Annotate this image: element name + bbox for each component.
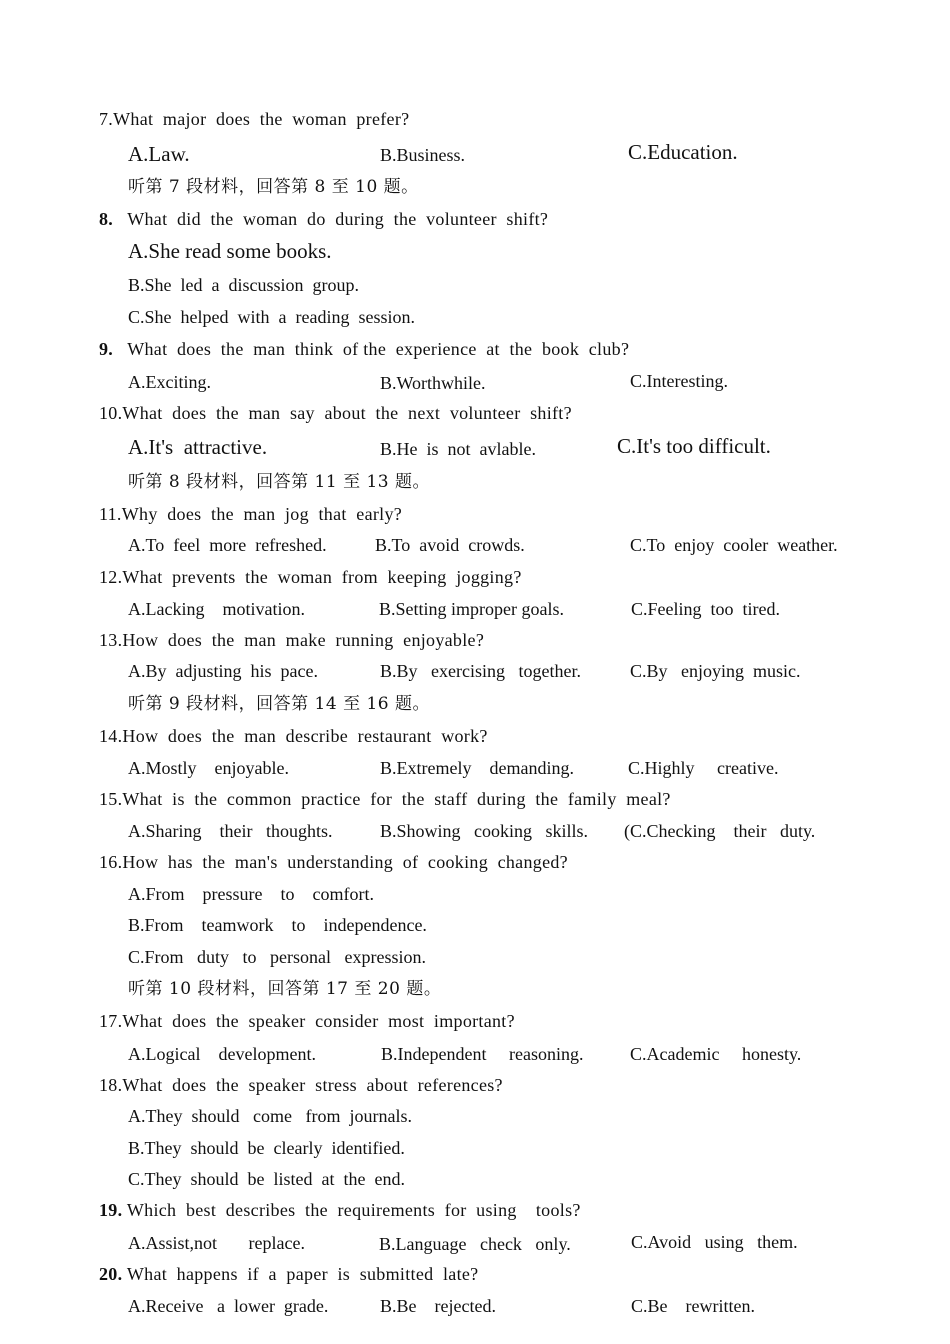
- question-13: 13.How does the man make running enjoyable?: [99, 630, 485, 650]
- question-11: 11.Why does the man jog that early?: [99, 504, 403, 524]
- q9-option-c: C.Interesting.: [630, 371, 728, 391]
- q7-option-c: C.Education.: [628, 140, 738, 164]
- q7-option-a: A.Law.: [128, 142, 190, 166]
- q15-option-b: B.Showing cooking skills.: [380, 821, 589, 841]
- question-15: 15.What is the common practice for the staff during the family meal?: [99, 789, 671, 809]
- q7-option-b: B.Business.: [380, 145, 466, 165]
- q10-option-c: C.It's too difficult.: [617, 434, 771, 458]
- section-heading-9: 听第 9 段材料，回答第 14 至 16 题。: [128, 694, 431, 714]
- q20-option-c: C.Be rewritten.: [631, 1296, 755, 1316]
- q16-option-a: A.From pressure to comfort.: [128, 884, 374, 904]
- q12-option-a: A.Lacking motivation.: [128, 599, 305, 619]
- q14-option-b: B.Extremely demanding.: [380, 758, 574, 778]
- q14-option-a: A.Mostly enjoyable.: [128, 758, 289, 778]
- question-14: 14.How does the man describe restaurant work?: [99, 726, 488, 746]
- question-10: 10.What does the man say about the next volunteer shift?: [99, 403, 572, 423]
- q18-option-b: B.They should be clearly identified.: [128, 1138, 405, 1158]
- q18-option-a: A.They should come from journals.: [128, 1106, 412, 1126]
- q8-option-c: C.She helped with a reading session.: [128, 307, 415, 327]
- question-17: 17.What does the speaker consider most important?: [99, 1011, 515, 1031]
- q12-option-c: C.Feeling too tired.: [631, 599, 780, 619]
- question-12: 12.What prevents the woman from keeping jogging?: [99, 567, 522, 587]
- q19-option-a: A.Assist,not replace.: [128, 1233, 305, 1253]
- question-16: 16.How has the man's understanding of cooking changed?: [99, 852, 568, 872]
- q16-option-b: B.From teamwork to independence.: [128, 915, 427, 935]
- q10-option-b: B.He is not avlable.: [380, 439, 536, 459]
- q16-option-c: C.From duty to personal expression.: [128, 947, 426, 967]
- question-7: 7.What major does the woman prefer?: [99, 109, 410, 129]
- q10-option-a: A.It's attractive.: [128, 435, 268, 459]
- question-20: 20. What happens if a paper is submitted late?: [99, 1264, 479, 1284]
- q15-option-c: (C.Checking their duty.: [624, 821, 816, 841]
- question-18: 18.What does the speaker stress about references?: [99, 1075, 503, 1095]
- question-8: 8. What did the woman do during the volunteer shift?: [99, 209, 549, 229]
- q14-option-c: C.Highly creative.: [628, 758, 779, 778]
- q17-option-a: A.Logical development.: [128, 1044, 316, 1064]
- q13-option-b: B.By exercising together.: [380, 661, 581, 681]
- q11-option-c: C.To enjoy cooler weather.: [630, 535, 838, 555]
- q18-option-c: C.They should be listed at the end.: [128, 1169, 405, 1189]
- q19-option-c: C.Avoid using them.: [631, 1232, 798, 1252]
- q11-option-b: B.To avoid crowds.: [375, 535, 525, 555]
- q9-option-a: A.Exciting.: [128, 372, 211, 392]
- question-19: 19. Which best describes the requirements for using tools?: [99, 1200, 581, 1220]
- q15-option-a: A.Sharing their thoughts.: [128, 821, 333, 841]
- section-heading-8: 听第 8 段材料，回答第 11 至 13 题。: [128, 472, 431, 492]
- q20-option-a: A.Receive a lower grade.: [128, 1296, 329, 1316]
- q8-option-a: A.She read some books.: [128, 239, 332, 263]
- q11-option-a: A.To feel more refreshed.: [128, 535, 327, 555]
- q13-option-a: A.By adjusting his pace.: [128, 661, 318, 681]
- question-9: 9. What does the man think of the experience at the book club?: [99, 339, 630, 359]
- q20-option-b: B.Be rejected.: [380, 1296, 496, 1316]
- q13-option-c: C.By enjoying music.: [630, 661, 801, 681]
- q8-option-b: B.She led a discussion group.: [128, 275, 359, 295]
- q17-option-b: B.Independent reasoning.: [381, 1044, 584, 1064]
- q12-option-b: B.Setting improper goals.: [379, 599, 564, 619]
- section-heading-10: 听第 10 段材料，回答第 17 至 20 题。: [128, 979, 442, 999]
- q9-option-b: B.Worthwhile.: [380, 373, 486, 393]
- q17-option-c: C.Academic honesty.: [630, 1044, 802, 1064]
- section-heading-7: 听第 7 段材料，回答第 8 至 10 题。: [128, 177, 419, 197]
- q19-option-b: B.Language check only.: [379, 1234, 571, 1254]
